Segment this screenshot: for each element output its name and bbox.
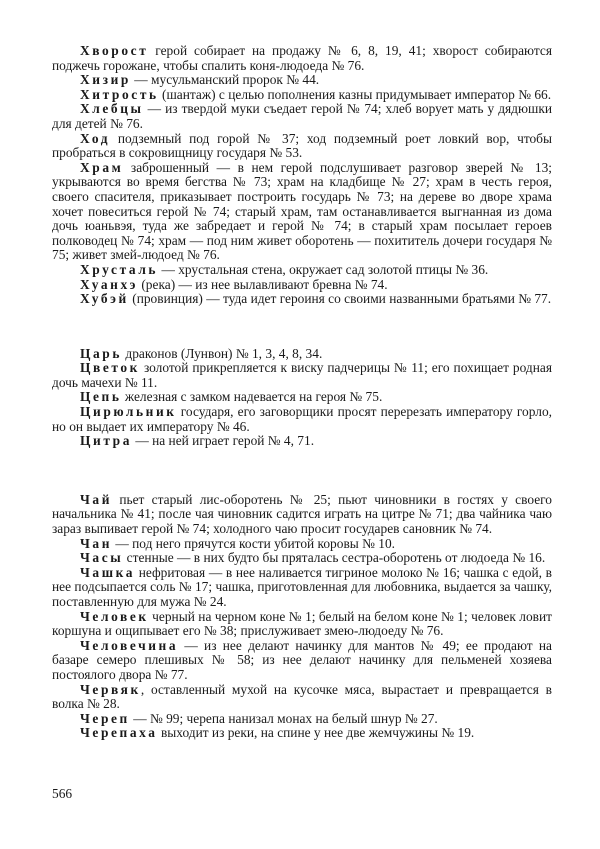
index-entry [52, 610, 552, 639]
entry-text: драконов (Лунвон) № 1, 3, 4, 8, 34. [122, 345, 323, 361]
entry-text: черный на черном коне № 1; белый на белом коне № 1; человек ловит коршуна и ощипывает его № 38; прислуживает змею-людоеду № 76. [52, 608, 552, 639]
index-entry [52, 537, 552, 552]
index-entry [52, 292, 552, 307]
section-spacer [52, 307, 552, 347]
entry-text: выходит из реки, на спине у нее две жемчужины № 19. [157, 725, 475, 741]
index-entry [52, 132, 552, 161]
entry-term: Человечина [80, 637, 179, 653]
entry-term: Храм [80, 159, 124, 175]
index-entry [52, 566, 552, 610]
entry-text: заброшенный — в нем герой подслушивает разговор зверей № 13; укрываются во время бегства № 73; храм на кладбище № 27; храм в честь героя, своего спасителя, приказывает построить государь № 73; на дереве во дворе храма хочет повеситься герой № 74; старый храм, там останавливается выгнанная из дома дочь юаньвэя, туда же забредает и герой № 74; в старый храм посылает героев полководец № 74; храм — под ним живет оборотень — похититель дочери государя № 75; живет змей-людоед № 76. [52, 159, 552, 263]
index-entry [52, 493, 552, 537]
entry-text: (река) — из нее вылавливают бревна № 74. [138, 276, 388, 292]
entry-term: Царь [80, 345, 123, 361]
index-entry [52, 405, 552, 434]
entry-text: — из нее делают начинку для мантов № 49; ее продают на базаре семеро плешивых № 58; из нее делают начинку для пельменей хозяева постоялого двора № 77. [52, 637, 552, 682]
index-entry [52, 347, 552, 362]
entry-term: Хитрость [80, 86, 159, 102]
entry-term: Черепаха [80, 725, 158, 741]
entry-text: пьет старый лис-оборотень № 25; пьют чиновники в гостях у своего начальника № 41; после чая чиновник садится играть на цитре № 71; два чайника чаю зараз выпивает герой № 74; холодного чаю просит государев сановник № 74. [52, 491, 552, 537]
entry-text: железная с замком надевается на героя № 75. [121, 389, 383, 405]
entry-term: Чай [80, 491, 113, 507]
entry-term: Цепь [80, 389, 122, 405]
index-entry [52, 434, 552, 449]
entry-text: (шантаж) с целью пополнения казны придумывает император № 66. [158, 86, 552, 102]
entry-text: , оставленный мухой на кусочке мяса, вырастает и превращается в волка № 28. [52, 681, 552, 712]
entry-term: Часы [80, 550, 124, 566]
entry-term: Цитра [80, 433, 133, 449]
entry-term: Чан [80, 535, 113, 551]
index-entry [52, 726, 552, 741]
index-entry [52, 712, 552, 727]
index-entry [52, 102, 552, 131]
index-entry [52, 683, 552, 712]
entry-text: — хрустальная стена, окружает сад золотой птицы № 36. [158, 261, 489, 277]
entry-text: герой собирает на продажу № 6, 8, 19, 41; хворост собираются поджечь горожане, чтобы спалить коня-людоеда № 76. [52, 43, 552, 73]
entry-text: государя, его заговорщики просят перерезать императору горло, но он выдает их императору № 46. [52, 404, 552, 434]
entry-text: золотой прикрепляется к виску падчерицы № 11; его похищает родная дочь мачехи № 11. [52, 360, 552, 390]
entry-term: Чашка [80, 564, 136, 580]
entry-term: Человек [80, 608, 149, 624]
entry-term: Череп [80, 710, 130, 726]
index-entry [52, 551, 552, 566]
page-number: 566 [52, 786, 73, 801]
index-entry [52, 390, 552, 405]
section-tse [52, 347, 552, 449]
entry-term: Цветок [80, 360, 141, 376]
index-page [52, 44, 552, 741]
entry-term: Хубэй [80, 291, 129, 307]
index-entry [52, 361, 552, 390]
entry-term: Червяк [80, 681, 141, 697]
entry-text: — на ней играет герой № 4, 71. [132, 433, 315, 449]
entry-term: Хрусталь [80, 261, 159, 277]
section-kha [52, 44, 552, 307]
entry-text: (провинция) — туда идет героиня со своими названными братьями № 77. [128, 291, 552, 307]
section-spacer [52, 449, 552, 493]
index-entry [52, 44, 552, 73]
entry-text: — № 99; черепа нанизал монах на белый шнур № 27. [129, 710, 438, 726]
index-entry [52, 278, 552, 293]
entry-text: нефритовая — в нее наливается тигриное молоко № 16; чашка с едой, в нее подсыпается соль № 17; чашка, приготовленная для любовника, выдается за чашку, поставленную для мужа № 24. [52, 564, 552, 609]
entry-term: Хизир [80, 72, 131, 88]
entry-term: Хуанхэ [80, 276, 138, 292]
index-entry [52, 263, 552, 278]
entry-term: Ход [80, 130, 111, 146]
index-entry [52, 73, 552, 88]
entry-term: Хлебцы [80, 101, 144, 117]
index-entry [52, 88, 552, 103]
index-entry [52, 161, 552, 263]
entry-text: подземный под горой № 37; ход подземный роет ловкий вор, чтобы пробраться в сокровищницу государя № 53. [52, 130, 552, 161]
entry-text: стенные — в них будто бы пряталась сестра-оборотень от людоеда № 16. [123, 550, 546, 566]
index-entry [52, 639, 552, 683]
entry-text: — из твердой муки съедает герой № 74; хлеб ворует мать у дядюшки для детей № 76. [52, 101, 552, 131]
entry-term: Хворост [80, 43, 149, 58]
section-che [52, 493, 552, 741]
entry-text: — мусульманский пророк № 44. [130, 72, 320, 88]
entry-term: Цирюльник [80, 404, 177, 420]
entry-text: — под него прячутся кости убитой коровы № 10. [112, 535, 395, 551]
